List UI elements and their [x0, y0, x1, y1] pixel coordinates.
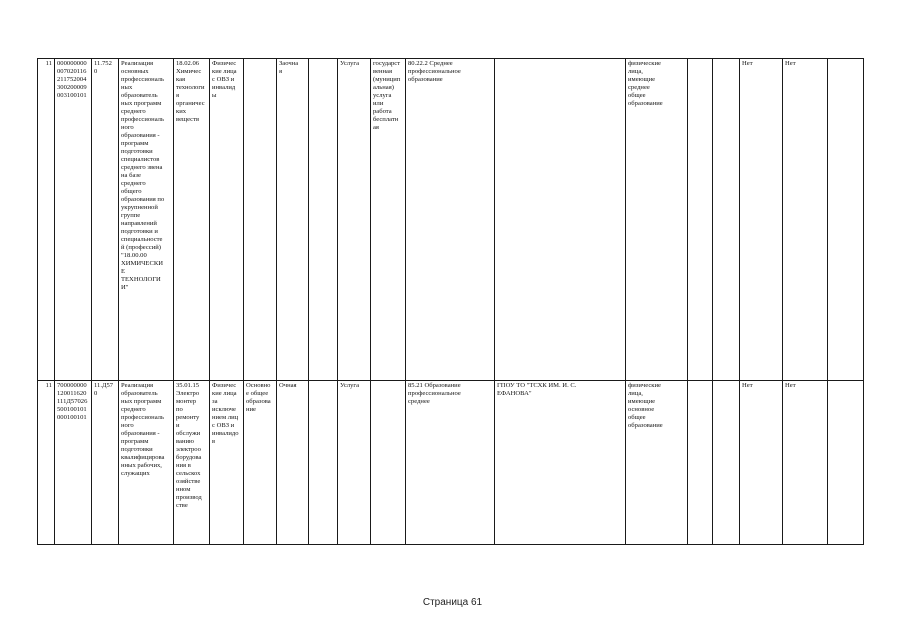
- service-type: Услуга: [338, 59, 371, 381]
- registry-table: [37, 58, 864, 545]
- empty-cell: [713, 59, 740, 381]
- flag-cell: Нет: [783, 381, 828, 545]
- service-name: Реализация образователь ных программ среднего профессиональ ного образования - программ подготовки квалифицирова нных рабочих, служащих: [119, 381, 174, 545]
- study-form: Заочна я: [277, 59, 309, 381]
- empty-cell: [713, 381, 740, 545]
- empty-cell: [309, 59, 338, 381]
- registry-code: 700000000 120011620 111Д57026 500100101 000100101: [55, 381, 92, 545]
- table-row: [38, 59, 864, 381]
- page-number: Страница 61: [422, 597, 483, 608]
- specialty: 35.01.15 Электро монтер по ремонту и обслужи ванию электроо борудова ния в сельскох озяйстве нном производ стве: [174, 381, 210, 545]
- service-owner-type: [371, 381, 406, 545]
- consumer-category: Физичес кие лица с ОВЗ и инвалид ы: [210, 59, 244, 381]
- service-owner-type: государст венная (муницип альная) услуга или работа бесплатн ая: [371, 59, 406, 381]
- education-base: [244, 59, 277, 381]
- empty-cell: [688, 381, 713, 545]
- row-number: 11: [38, 59, 55, 381]
- consumers: физические лица, имеющие среднее общее образование: [626, 59, 688, 381]
- empty-cell: [828, 59, 864, 381]
- empty-cell: [309, 381, 338, 545]
- table-row: [38, 381, 864, 545]
- okved-code: 80.22.2 Среднее профессиональное образование: [406, 59, 495, 381]
- organization: ГПОУ ТО "ТСХК ИМ. И. С. ЕФАНОВА": [495, 381, 626, 545]
- flag-cell: Нет: [740, 381, 783, 545]
- study-form: Очная: [277, 381, 309, 545]
- empty-cell: [828, 381, 864, 545]
- consumers: физические лица, имеющие основное общее образование: [626, 381, 688, 545]
- empty-cell: [688, 59, 713, 381]
- registry-code: 000000000 007020116 211752004 300200009 003100101: [55, 59, 92, 381]
- sub-code: 11.752 0: [92, 59, 119, 381]
- service-name: Реализация основных профессиональ ных образователь ных программ среднего профессиональ ного образования - программ подготовки специалистов среднего звена на базе среднего общего образования по укрупненной группе направлений подготовки и специальносте й (профессий) "18.00.00 ХИМИЧЕСКИ Е ТЕХНОЛОГИ И": [119, 59, 174, 381]
- okved-code: 85.21 Образование профессиональное среднее: [406, 381, 495, 545]
- row-number: 11: [38, 381, 55, 545]
- consumer-category: Физичес кие лица за исключе нием лиц с ОВЗ и инвалидо в: [210, 381, 244, 545]
- education-base: Основно е общее образова ние: [244, 381, 277, 545]
- flag-cell: Нет: [740, 59, 783, 381]
- specialty: 18.02.06 Химичес кая технологи я органичес ких веществ: [174, 59, 210, 381]
- organization: [495, 59, 626, 381]
- sub-code: 11.Д57 0: [92, 381, 119, 545]
- flag-cell: Нет: [783, 59, 828, 381]
- service-type: Услуга: [338, 381, 371, 545]
